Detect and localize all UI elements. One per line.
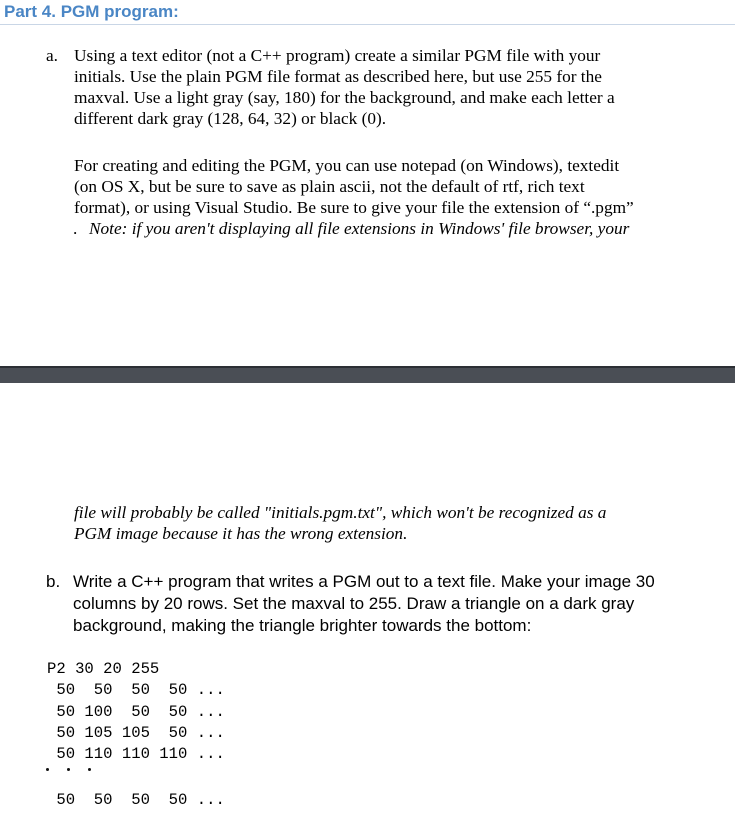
code-line-2: 50 100 50 50 ... (47, 703, 225, 721)
list-marker-b: b. (46, 572, 61, 591)
part-b-line-1: Write a C++ program that writes a PGM out to a text file. Make your image 30 (73, 572, 655, 591)
section-title: Part 4. PGM program: (4, 2, 179, 21)
vertical-ellipsis-dots (41, 765, 111, 777)
part-a-p2-line-1: For creating and editing the PGM, you can use notepad (on Windows), textedit (74, 156, 620, 175)
part-a-continuation-1: file will probably be called "initials.pgm.txt", which won't be recognized as a (74, 503, 607, 522)
title-rule (0, 24, 735, 25)
part-a-p2-line-3: format), or using Visual Studio. Be sure to give your file the extension of “.pgm” (74, 198, 634, 217)
page-break (0, 366, 735, 383)
part-a-note: Note: if you aren't displaying all file extensions in Windows' file browser, your (89, 219, 630, 238)
part-a-p2-line-2: (on OS X, but be sure to save as plain ascii, not the default of rtf, rich text (74, 177, 585, 196)
code-line-3: 50 105 105 50 ... (47, 724, 225, 742)
part-a-line-4: different dark gray (128, 64, 32) or black (0). (74, 109, 387, 128)
part-a-continuation-2: PGM image because it has the wrong extension. (74, 524, 408, 543)
part-b-line-3: background, making the triangle brighter towards the bottom: (73, 616, 532, 635)
code-line-1: 50 50 50 50 ... (47, 681, 225, 699)
code-line-4: 50 110 110 110 ... (47, 745, 225, 763)
part-a-p2-period: . (73, 219, 78, 238)
list-marker-a: a. (46, 46, 58, 65)
code-line-last: 50 50 50 50 ... (47, 791, 225, 809)
part-a-line-3: maxval. Use a light gray (say, 180) for the background, and make each letter a (74, 88, 615, 107)
part-b-line-2: columns by 20 rows. Set the maxval to 255. Draw a triangle on a dark gray (73, 594, 635, 613)
part-a-line-1: Using a text editor (not a C++ program) create a similar PGM file with your (74, 46, 601, 65)
part-a-line-2: initials. Use the plain PGM file format as described here, but use 255 for the (74, 67, 602, 86)
code-line-header: P2 30 20 255 (47, 660, 160, 678)
